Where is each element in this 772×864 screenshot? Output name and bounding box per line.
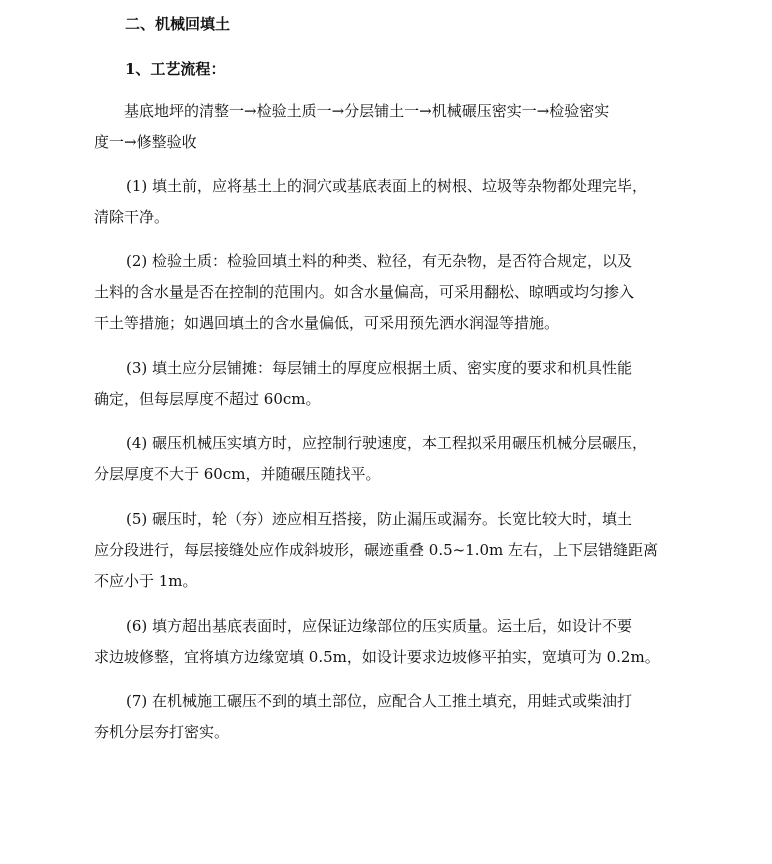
step-1-paragraph (94, 171, 694, 233)
step-3-paragraph (94, 353, 694, 415)
process-flow-paragraph (94, 96, 694, 158)
paragraph-line: 求边坡修整，宜将填方边缘宽填 0.5m，如设计要求边坡修平拍实，宽填可为 0.2m。 (94, 648, 660, 666)
paragraph-line: 分层厚度不大于 60cm，并随碾压随找平。 (94, 465, 381, 483)
section-title: 二、机械回填土 (125, 15, 231, 33)
paragraph-line: 应分段进行，每层接缝处应作成斜坡形，碾迹重叠 0.5~1.0m 左右，上下层错缝距离 (94, 541, 659, 559)
paragraph-line: 确定，但每层厚度不超过 60cm。 (94, 390, 321, 408)
paragraph-line: 不应小于 1m。 (94, 572, 198, 590)
paragraph-line: 度一→修整验收 (94, 133, 197, 151)
paragraph-line: 干土等措施；如遇回填土的含水量偏低，可采用预先洒水润湿等措施。 (94, 314, 560, 332)
paragraph-line: (6) 填方超出基底表面时，应保证边缘部位的压实质量。运土后，如设计不要 (126, 617, 633, 635)
paragraph-line: 基底地坪的清整一→检验土质一→分层铺土一→机械碾压密实一→检验密实 (124, 102, 610, 120)
paragraph-line: (3) 填土应分层铺摊：每层铺土的厚度应根据土质、密实度的要求和机具性能 (126, 359, 633, 377)
paragraph-line: (5) 碾压时，轮（夯）迹应相互搭接，防止漏压或漏夯。长宽比较大时，填土 (126, 510, 633, 528)
subsection-title: 1、工艺流程： (125, 60, 226, 78)
step-2-paragraph (94, 246, 694, 339)
step-7-paragraph (94, 686, 694, 748)
paragraph-line: (2) 检验土质：检验回填土料的种类、粒径，有无杂物，是否符合规定，以及 (126, 252, 633, 270)
step-5-paragraph (94, 504, 694, 597)
step-6-paragraph (94, 611, 694, 673)
paragraph-line: (4) 碾压机械压实填方时，应控制行驶速度，本工程拟采用碾压机械分层碾压， (126, 434, 648, 452)
paragraph-line: 土料的含水量是否在控制的范围内。如含水量偏高，可采用翻松、晾晒或均匀掺入 (94, 283, 635, 301)
paragraph-line: (7) 在机械施工碾压不到的填土部位，应配合人工推土填充，用蛙式或柴油打 (126, 692, 633, 710)
paragraph-line: (1) 填土前，应将基土上的洞穴或基底表面上的树根、垃圾等杂物都处理完毕， (126, 177, 648, 195)
paragraph-line: 夯机分层夯打密实。 (94, 723, 230, 741)
step-4-paragraph (94, 428, 694, 490)
paragraph-line: 清除干净。 (94, 208, 170, 226)
